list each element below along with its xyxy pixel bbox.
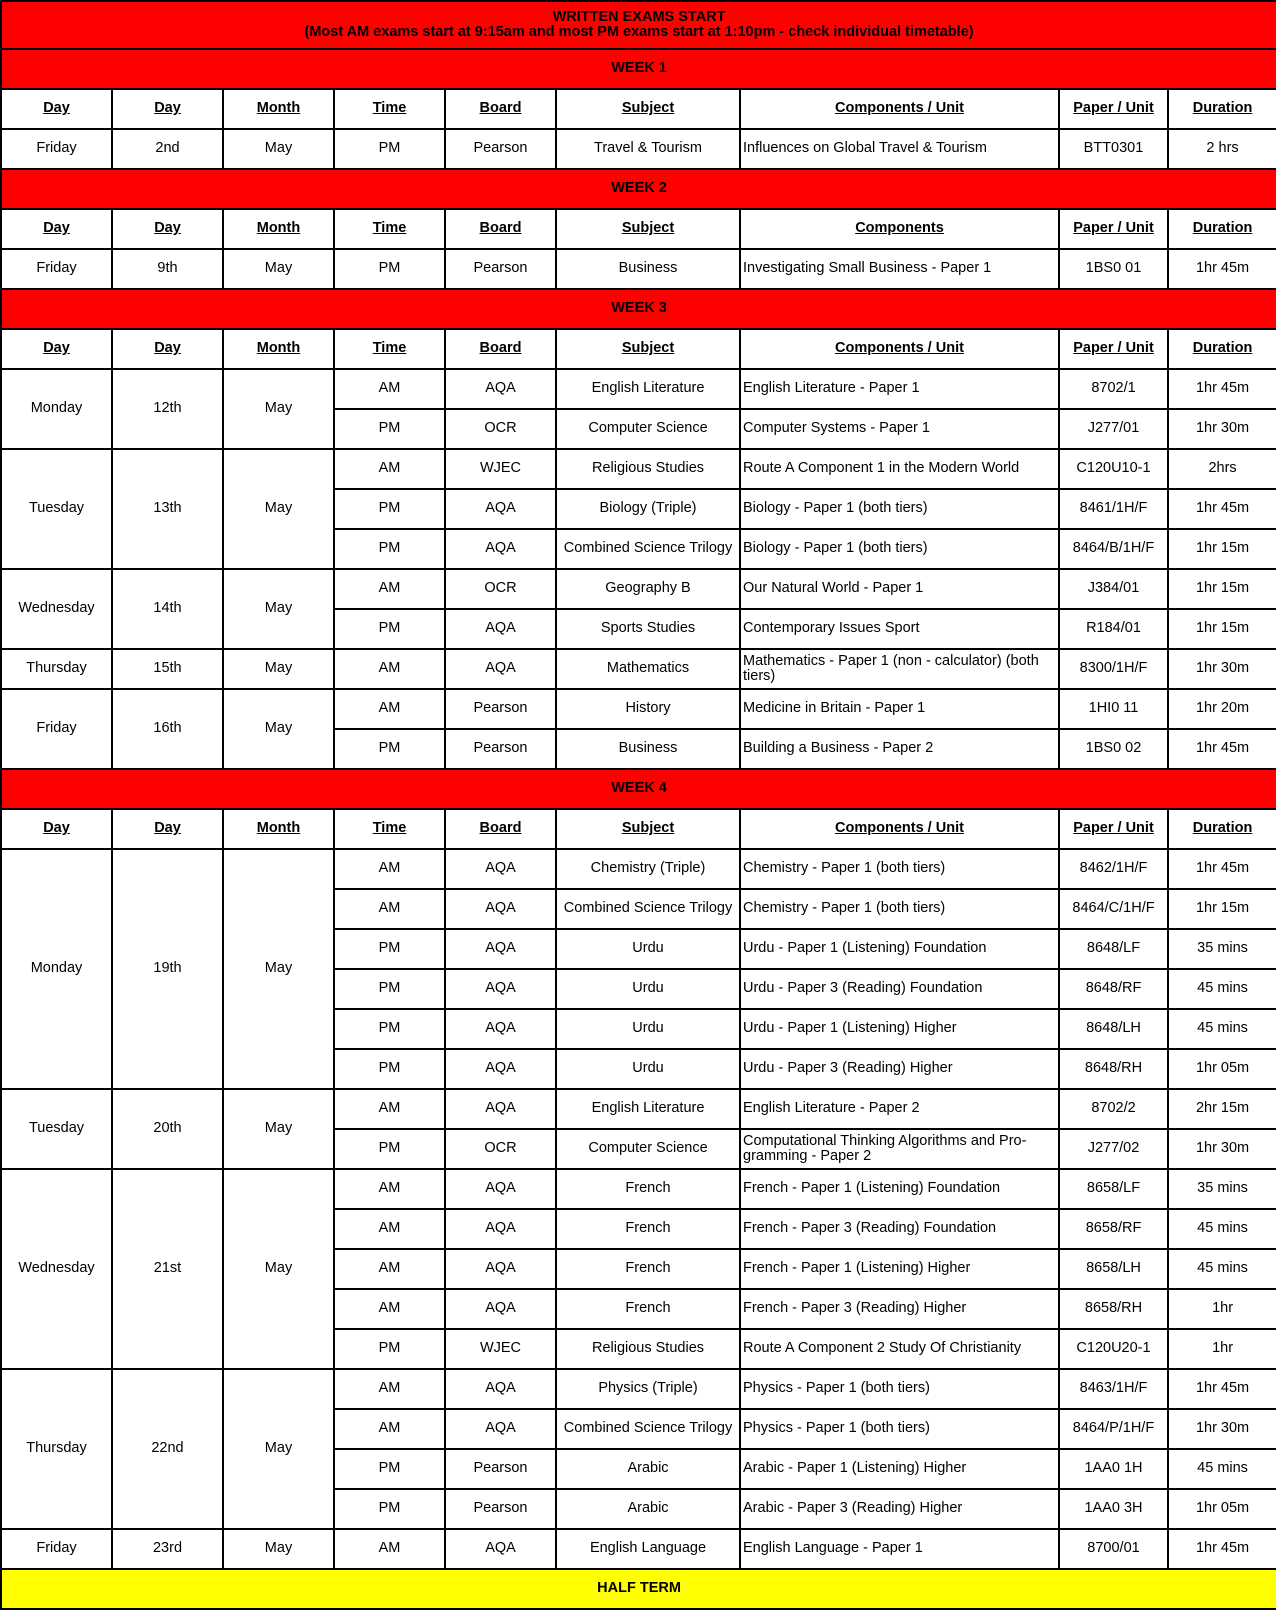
duration-cell: 45 mins xyxy=(1168,969,1276,1009)
duration-cell: 1hr xyxy=(1168,1329,1276,1369)
month-cell: May xyxy=(223,449,334,569)
time-cell: PM xyxy=(334,1449,445,1489)
board-cell: AQA xyxy=(445,529,556,569)
duration-cell: 45 mins xyxy=(1168,1209,1276,1249)
weekday-cell: Wednesday xyxy=(1,1169,112,1369)
subject-cell: English Literature xyxy=(556,369,740,409)
duration-cell: 35 mins xyxy=(1168,929,1276,969)
paper-cell: 8658/RH xyxy=(1059,1289,1168,1329)
component-cell: Computer Systems - Paper 1 xyxy=(740,409,1059,449)
subject-cell: Travel & Tourism xyxy=(556,129,740,169)
header-row xyxy=(1,89,1276,129)
paper-cell: 8464/C/1H/F xyxy=(1059,889,1168,929)
time-cell: AM xyxy=(334,1089,445,1129)
paper-cell: 1BS0 02 xyxy=(1059,729,1168,769)
timetable-body xyxy=(1,1,1276,1609)
board-cell: AQA xyxy=(445,929,556,969)
date-cell: 22nd xyxy=(112,1369,223,1529)
component-cell: Contemporary Issues Sport xyxy=(740,609,1059,649)
time-cell: PM xyxy=(334,1009,445,1049)
paper-cell: 8648/RH xyxy=(1059,1049,1168,1089)
paper-cell: 1AA0 3H xyxy=(1059,1489,1168,1529)
component-cell: English Literature - Paper 2 xyxy=(740,1089,1059,1129)
exam-row xyxy=(1,1089,1276,1129)
duration-cell: 45 mins xyxy=(1168,1009,1276,1049)
board-cell: AQA xyxy=(445,969,556,1009)
column-header: Paper / Unit xyxy=(1059,209,1168,249)
component-cell: Route A Component 1 in the Modern World xyxy=(740,449,1059,489)
subject-cell: English Language xyxy=(556,1529,740,1569)
column-header: Duration xyxy=(1168,89,1276,129)
weekday-cell: Tuesday xyxy=(1,449,112,569)
subtitle-text: (Most AM exams start at 9:15am and most PM exams start at 1:10pm - check individual timetable) xyxy=(304,24,974,40)
subject-cell: Physics (Triple) xyxy=(556,1369,740,1409)
month-cell: May xyxy=(223,649,334,689)
duration-cell: 45 mins xyxy=(1168,1249,1276,1289)
subject-cell: Arabic xyxy=(556,1449,740,1489)
board-cell: AQA xyxy=(445,1209,556,1249)
time-cell: AM xyxy=(334,1369,445,1409)
paper-cell: 8658/LF xyxy=(1059,1169,1168,1209)
week-banner xyxy=(1,49,1276,89)
board-cell: Pearson xyxy=(445,729,556,769)
subject-cell: Mathematics xyxy=(556,649,740,689)
weekday-cell: Thursday xyxy=(1,649,112,689)
column-header: Board xyxy=(445,329,556,369)
duration-cell: 2 hrs xyxy=(1168,129,1276,169)
month-cell: May xyxy=(223,1529,334,1569)
subject-cell: Computer Science xyxy=(556,409,740,449)
column-header: Subject xyxy=(556,209,740,249)
board-cell: AQA xyxy=(445,489,556,529)
subject-cell: Religious Studies xyxy=(556,1329,740,1369)
exam-row xyxy=(1,1529,1276,1569)
time-cell: PM xyxy=(334,609,445,649)
header-row xyxy=(1,809,1276,849)
subject-cell: Computer Science xyxy=(556,1129,740,1169)
subject-cell: Business xyxy=(556,249,740,289)
time-cell: AM xyxy=(334,569,445,609)
paper-cell: 8658/LH xyxy=(1059,1249,1168,1289)
duration-cell: 1hr 45m xyxy=(1168,1369,1276,1409)
time-cell: PM xyxy=(334,729,445,769)
title-cell xyxy=(1,1,1276,49)
component-cell: Influences on Global Travel & Tourism xyxy=(740,129,1059,169)
board-cell: AQA xyxy=(445,649,556,689)
paper-cell: 1HI0 11 xyxy=(1059,689,1168,729)
paper-cell: J277/01 xyxy=(1059,409,1168,449)
subject-cell: French xyxy=(556,1169,740,1209)
board-cell: AQA xyxy=(445,1409,556,1449)
exam-row xyxy=(1,369,1276,409)
duration-cell: 1hr 05m xyxy=(1168,1489,1276,1529)
exam-row xyxy=(1,449,1276,489)
duration-cell: 1hr 15m xyxy=(1168,569,1276,609)
header-row xyxy=(1,329,1276,369)
duration-cell: 2hrs xyxy=(1168,449,1276,489)
paper-cell: 8700/01 xyxy=(1059,1529,1168,1569)
paper-cell: 8300/1H/F xyxy=(1059,649,1168,689)
subject-cell: Combined Science Trilogy xyxy=(556,1409,740,1449)
subject-cell: Combined Science Trilogy xyxy=(556,529,740,569)
board-cell: AQA xyxy=(445,849,556,889)
component-cell: Urdu - Paper 1 (Listening) Foundation xyxy=(740,929,1059,969)
board-cell: OCR xyxy=(445,1129,556,1169)
column-header: Components / Unit xyxy=(740,329,1059,369)
board-cell: AQA xyxy=(445,1369,556,1409)
column-header: Board xyxy=(445,89,556,129)
paper-cell: 8702/1 xyxy=(1059,369,1168,409)
weekday-cell: Friday xyxy=(1,1529,112,1569)
paper-cell: 8648/LF xyxy=(1059,929,1168,969)
column-header: Month xyxy=(223,209,334,249)
time-cell: AM xyxy=(334,1169,445,1209)
column-header: Day xyxy=(1,809,112,849)
date-cell: 2nd xyxy=(112,129,223,169)
board-cell: AQA xyxy=(445,1529,556,1569)
column-header: Board xyxy=(445,809,556,849)
exam-row xyxy=(1,1169,1276,1209)
board-cell: AQA xyxy=(445,889,556,929)
paper-cell: J277/02 xyxy=(1059,1129,1168,1169)
board-cell: AQA xyxy=(445,1289,556,1329)
duration-cell: 1hr 45m xyxy=(1168,729,1276,769)
time-cell: PM xyxy=(334,129,445,169)
paper-cell: 8648/RF xyxy=(1059,969,1168,1009)
board-cell: AQA xyxy=(445,609,556,649)
subject-cell: Sports Studies xyxy=(556,609,740,649)
paper-cell: 1AA0 1H xyxy=(1059,1449,1168,1489)
title-banner xyxy=(1,1,1276,49)
weekday-cell: Friday xyxy=(1,129,112,169)
time-cell: AM xyxy=(334,1209,445,1249)
date-cell: 23rd xyxy=(112,1529,223,1569)
subject-cell: French xyxy=(556,1209,740,1249)
time-cell: AM xyxy=(334,1529,445,1569)
subject-cell: Business xyxy=(556,729,740,769)
date-cell: 12th xyxy=(112,369,223,449)
exam-row xyxy=(1,249,1276,289)
component-cell: Investigating Small Business - Paper 1 xyxy=(740,249,1059,289)
weekday-cell: Monday xyxy=(1,849,112,1089)
column-header: Day xyxy=(1,89,112,129)
subject-cell: Urdu xyxy=(556,929,740,969)
column-header: Day xyxy=(112,209,223,249)
paper-cell: 8462/1H/F xyxy=(1059,849,1168,889)
board-cell: AQA xyxy=(445,1049,556,1089)
week-banner xyxy=(1,289,1276,329)
duration-cell: 1hr 45m xyxy=(1168,849,1276,889)
weekday-cell: Monday xyxy=(1,369,112,449)
column-header: Time xyxy=(334,809,445,849)
time-cell: PM xyxy=(334,529,445,569)
subject-cell: French xyxy=(556,1249,740,1289)
time-cell: AM xyxy=(334,689,445,729)
column-header: Duration xyxy=(1168,209,1276,249)
board-cell: Pearson xyxy=(445,129,556,169)
duration-cell: 1hr 05m xyxy=(1168,1049,1276,1089)
time-cell: AM xyxy=(334,1249,445,1289)
column-header: Components xyxy=(740,209,1059,249)
date-cell: 13th xyxy=(112,449,223,569)
date-cell: 19th xyxy=(112,849,223,1089)
column-header: Components / Unit xyxy=(740,809,1059,849)
exam-row xyxy=(1,1369,1276,1409)
component-cell: Our Natural World - Paper 1 xyxy=(740,569,1059,609)
duration-cell: 1hr 45m xyxy=(1168,369,1276,409)
component-cell: Mathematics - Paper 1 (non - calculator) (both tiers) xyxy=(740,649,1059,689)
time-cell: PM xyxy=(334,1329,445,1369)
subject-cell: Arabic xyxy=(556,1489,740,1529)
column-header: Subject xyxy=(556,809,740,849)
subject-cell: Urdu xyxy=(556,969,740,1009)
weekday-cell: Friday xyxy=(1,689,112,769)
duration-cell: 1hr 15m xyxy=(1168,609,1276,649)
date-cell: 15th xyxy=(112,649,223,689)
subject-cell: Urdu xyxy=(556,1009,740,1049)
duration-cell: 1hr 30m xyxy=(1168,1409,1276,1449)
time-cell: AM xyxy=(334,849,445,889)
week-banner xyxy=(1,769,1276,809)
duration-cell: 1hr 15m xyxy=(1168,529,1276,569)
component-cell: French - Paper 1 (Listening) Foundation xyxy=(740,1169,1059,1209)
weekday-cell: Wednesday xyxy=(1,569,112,649)
paper-cell: 8464/P/1H/F xyxy=(1059,1409,1168,1449)
component-cell: Arabic - Paper 1 (Listening) Higher xyxy=(740,1449,1059,1489)
board-cell: WJEC xyxy=(445,1329,556,1369)
component-cell: Chemistry - Paper 1 (both tiers) xyxy=(740,889,1059,929)
duration-cell: 1hr xyxy=(1168,1289,1276,1329)
time-cell: PM xyxy=(334,249,445,289)
paper-cell: 8463/1H/F xyxy=(1059,1369,1168,1409)
component-cell: Urdu - Paper 1 (Listening) Higher xyxy=(740,1009,1059,1049)
paper-cell: 8658/RF xyxy=(1059,1209,1168,1249)
column-header: Paper / Unit xyxy=(1059,329,1168,369)
board-cell: Pearson xyxy=(445,1489,556,1529)
component-cell: English Literature - Paper 1 xyxy=(740,369,1059,409)
board-cell: AQA xyxy=(445,1009,556,1049)
column-header: Day xyxy=(112,809,223,849)
time-cell: AM xyxy=(334,1409,445,1449)
component-cell: Urdu - Paper 3 (Reading) Foundation xyxy=(740,969,1059,1009)
paper-cell: 8464/B/1H/F xyxy=(1059,529,1168,569)
subject-cell: Biology (Triple) xyxy=(556,489,740,529)
duration-cell: 2hr 15m xyxy=(1168,1089,1276,1129)
date-cell: 16th xyxy=(112,689,223,769)
time-cell: PM xyxy=(334,969,445,1009)
component-cell: Biology - Paper 1 (both tiers) xyxy=(740,529,1059,569)
time-cell: AM xyxy=(334,369,445,409)
paper-cell: C120U20-1 xyxy=(1059,1329,1168,1369)
time-cell: AM xyxy=(334,889,445,929)
board-cell: OCR xyxy=(445,569,556,609)
column-header: Paper / Unit xyxy=(1059,89,1168,129)
week-label: WEEK 3 xyxy=(1,289,1276,329)
column-header: Board xyxy=(445,209,556,249)
subject-cell: Combined Science Trilogy xyxy=(556,889,740,929)
component-cell: English Language - Paper 1 xyxy=(740,1529,1059,1569)
column-header: Time xyxy=(334,329,445,369)
column-header: Components / Unit xyxy=(740,89,1059,129)
month-cell: May xyxy=(223,569,334,649)
subject-cell: Religious Studies xyxy=(556,449,740,489)
component-cell: French - Paper 1 (Listening) Higher xyxy=(740,1249,1059,1289)
time-cell: PM xyxy=(334,929,445,969)
time-cell: PM xyxy=(334,1129,445,1169)
half-term-banner xyxy=(1,1569,1276,1609)
column-header: Duration xyxy=(1168,329,1276,369)
month-cell: May xyxy=(223,129,334,169)
board-cell: Pearson xyxy=(445,249,556,289)
component-cell: Medicine in Britain - Paper 1 xyxy=(740,689,1059,729)
duration-cell: 35 mins xyxy=(1168,1169,1276,1209)
paper-cell: 1BS0 01 xyxy=(1059,249,1168,289)
board-cell: AQA xyxy=(445,369,556,409)
exam-row xyxy=(1,649,1276,689)
month-cell: May xyxy=(223,689,334,769)
column-header: Duration xyxy=(1168,809,1276,849)
component-cell: Physics - Paper 1 (both tiers) xyxy=(740,1409,1059,1449)
subject-cell: English Literature xyxy=(556,1089,740,1129)
component-cell: Computational Thinking Algorithms and Pro-gramming - Paper 2 xyxy=(740,1129,1059,1169)
column-header: Day xyxy=(112,89,223,129)
column-header: Month xyxy=(223,329,334,369)
component-cell: Chemistry - Paper 1 (both tiers) xyxy=(740,849,1059,889)
column-header: Month xyxy=(223,809,334,849)
board-cell: AQA xyxy=(445,1089,556,1129)
week-banner xyxy=(1,169,1276,209)
board-cell: Pearson xyxy=(445,1449,556,1489)
subject-cell: History xyxy=(556,689,740,729)
duration-cell: 45 mins xyxy=(1168,1449,1276,1489)
duration-cell: 1hr 30m xyxy=(1168,1129,1276,1169)
half-term-label: HALF TERM xyxy=(1,1569,1276,1609)
duration-cell: 1hr 45m xyxy=(1168,249,1276,289)
column-header: Subject xyxy=(556,329,740,369)
duration-cell: 1hr 30m xyxy=(1168,649,1276,689)
week-label: WEEK 4 xyxy=(1,769,1276,809)
weekday-cell: Tuesday xyxy=(1,1089,112,1169)
month-cell: May xyxy=(223,849,334,1089)
component-cell: Route A Component 2 Study Of Christianity xyxy=(740,1329,1059,1369)
component-cell: French - Paper 3 (Reading) Higher xyxy=(740,1289,1059,1329)
month-cell: May xyxy=(223,249,334,289)
column-header: Day xyxy=(1,329,112,369)
duration-cell: 1hr 15m xyxy=(1168,889,1276,929)
subject-cell: Urdu xyxy=(556,1049,740,1089)
week-label: WEEK 2 xyxy=(1,169,1276,209)
board-cell: WJEC xyxy=(445,449,556,489)
paper-cell: 8702/2 xyxy=(1059,1089,1168,1129)
month-cell: May xyxy=(223,1169,334,1369)
paper-cell: J384/01 xyxy=(1059,569,1168,609)
column-header: Month xyxy=(223,89,334,129)
subject-cell: Chemistry (Triple) xyxy=(556,849,740,889)
month-cell: May xyxy=(223,369,334,449)
time-cell: PM xyxy=(334,409,445,449)
column-header: Paper / Unit xyxy=(1059,809,1168,849)
component-cell: Urdu - Paper 3 (Reading) Higher xyxy=(740,1049,1059,1089)
component-cell: Arabic - Paper 3 (Reading) Higher xyxy=(740,1489,1059,1529)
column-header: Time xyxy=(334,89,445,129)
paper-cell: C120U10-1 xyxy=(1059,449,1168,489)
paper-cell: 8648/LH xyxy=(1059,1009,1168,1049)
component-cell: Physics - Paper 1 (both tiers) xyxy=(740,1369,1059,1409)
column-header: Day xyxy=(1,209,112,249)
date-cell: 20th xyxy=(112,1089,223,1169)
weekday-cell: Thursday xyxy=(1,1369,112,1529)
date-cell: 14th xyxy=(112,569,223,649)
time-cell: PM xyxy=(334,1489,445,1529)
board-cell: Pearson xyxy=(445,689,556,729)
time-cell: AM xyxy=(334,649,445,689)
date-cell: 21st xyxy=(112,1169,223,1369)
title-text: WRITTEN EXAMS START xyxy=(552,8,726,25)
paper-cell: BTT0301 xyxy=(1059,129,1168,169)
weekday-cell: Friday xyxy=(1,249,112,289)
month-cell: May xyxy=(223,1089,334,1169)
board-cell: OCR xyxy=(445,409,556,449)
component-cell: Biology - Paper 1 (both tiers) xyxy=(740,489,1059,529)
subject-cell: French xyxy=(556,1289,740,1329)
board-cell: AQA xyxy=(445,1249,556,1289)
time-cell: PM xyxy=(334,489,445,529)
date-cell: 9th xyxy=(112,249,223,289)
paper-cell: R184/01 xyxy=(1059,609,1168,649)
column-header: Subject xyxy=(556,89,740,129)
component-cell: French - Paper 3 (Reading) Foundation xyxy=(740,1209,1059,1249)
time-cell: AM xyxy=(334,449,445,489)
duration-cell: 1hr 45m xyxy=(1168,489,1276,529)
exam-row xyxy=(1,849,1276,889)
board-cell: AQA xyxy=(445,1169,556,1209)
column-header: Time xyxy=(334,209,445,249)
header-row xyxy=(1,209,1276,249)
paper-cell: 8461/1H/F xyxy=(1059,489,1168,529)
time-cell: PM xyxy=(334,1049,445,1089)
exam-row xyxy=(1,129,1276,169)
duration-cell: 1hr 45m xyxy=(1168,1529,1276,1569)
duration-cell: 1hr 20m xyxy=(1168,689,1276,729)
month-cell: May xyxy=(223,1369,334,1529)
exam-row xyxy=(1,569,1276,609)
column-header: Day xyxy=(112,329,223,369)
time-cell: AM xyxy=(334,1289,445,1329)
subject-cell: Geography B xyxy=(556,569,740,609)
week-label: WEEK 1 xyxy=(1,49,1276,89)
component-cell: Building a Business - Paper 2 xyxy=(740,729,1059,769)
duration-cell: 1hr 30m xyxy=(1168,409,1276,449)
exam-row xyxy=(1,689,1276,729)
